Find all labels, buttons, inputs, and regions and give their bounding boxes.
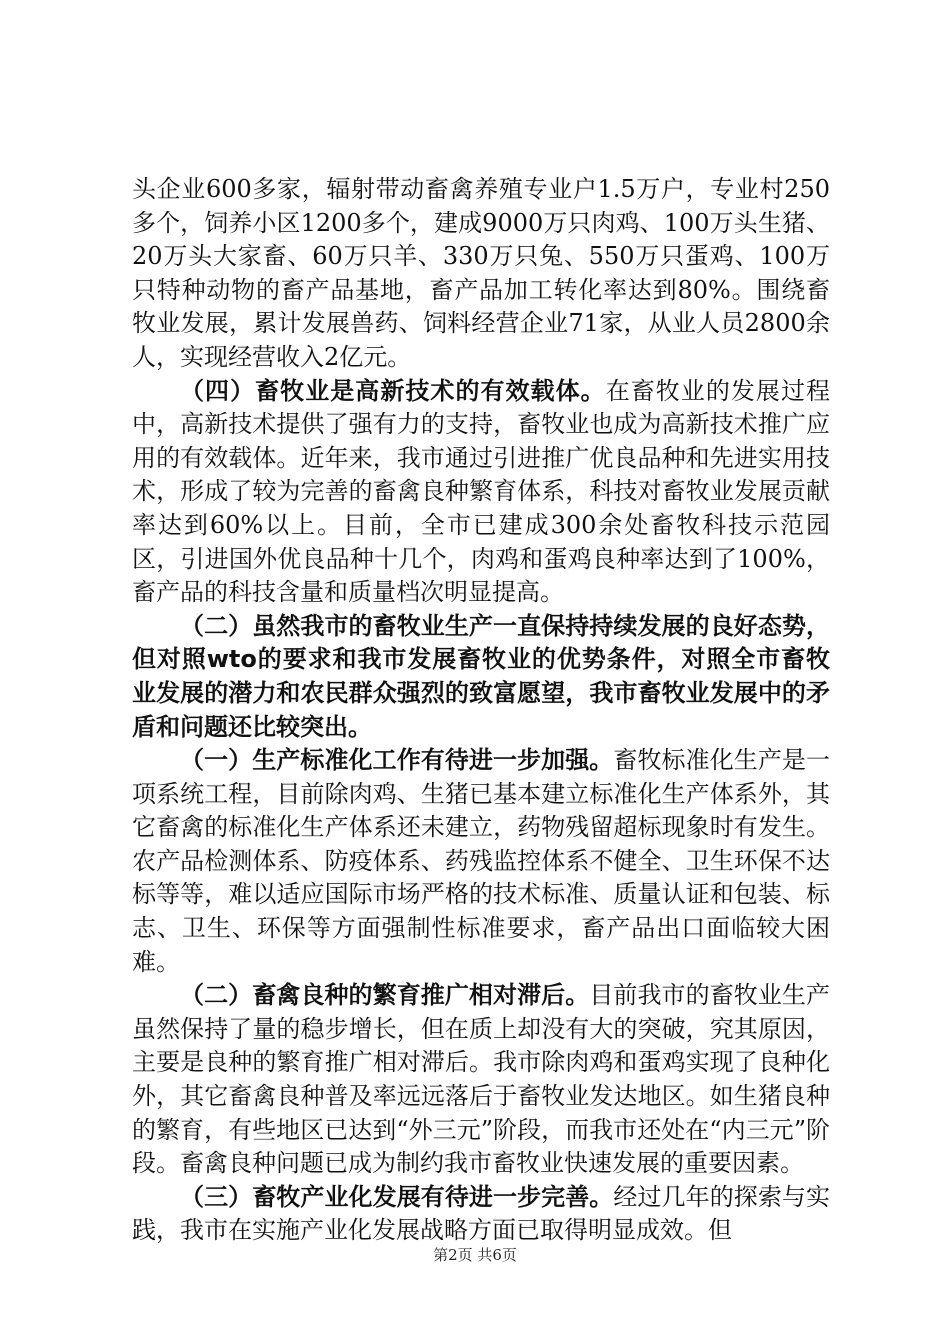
paragraph-lead: （三）畜牧产业化发展有待进一步完善。 — [180, 1182, 614, 1211]
paragraph-text: 经过几年的探索与实践，我市在实施产业化发展战略方面已取得明显成效。但 — [132, 1182, 831, 1245]
paragraph-text: 在畜牧业的发展过程中，高新技术提供了强有力的支持，畜牧业也成为高新技术推广应用的有效载体。近年来，我市通过引进推广优良品种和先进实用技术，形成了较为完善的畜禽良种繁育体系，科技对畜牧业发展贡献率达到60%以上。目前，全市已建成300余处畜牧科技示范园区，引进国外优良品种十几个，肉鸡和蛋鸡良种率达到了100%，畜产品的科技含量和质量档次明显提高。 — [132, 376, 831, 607]
paragraph-industrialization — [132, 1181, 830, 1248]
document-body — [132, 173, 830, 1248]
paragraph-text: 畜牧标准化生产是一项系统工程，目前除肉鸡、生猪已基本建立标准化生产体系外，其它畜禽的标准化生产体系还未建立，药物残留超标现象时有发生。农产品检测体系、防疫体系、药残监控体系不健全、卫生环保不达标等等，难以适应国际市场严格的技术标准、质量认证和包装、标志、卫生、环保等方面强制性标准要求，畜产品出口面临较大困难。 — [132, 746, 831, 976]
paragraph-section-four — [132, 375, 830, 610]
paragraph-continuation — [132, 173, 830, 375]
paragraph-text: 目前我市的畜牧业生产虽然保持了量的稳步增长，但在质上却没有大的突破，究其原因，主要是良种的繁育推广相对滞后。我市除肉鸡和蛋鸡实现了良种化外，其它畜禽良种普及率远远落后于畜牧业发达地区。如生猪良种的繁育，有些地区已达到“外三元”阶段，而我市还处在“内三元”阶段。畜禽良种问题已成为制约我市畜牧业快速发展的重要因素。 — [132, 981, 831, 1178]
paragraph-text: 头企业600多家，辐射带动畜禽养殖专业户1.5万户，专业村250多个，饲养小区1200多个，建成9000万只肉鸡、100万头生猪、20万头大家畜、60万只羊、330万只兔、550万只蛋鸡、100万只特种动物的畜产品基地，畜产品加工转化率达到80%。围绕畜牧业发展，累计发展兽药、饲料经营企业71家，从业人员2800余人，实现经营收入2亿元。 — [132, 175, 830, 371]
page-number-footer: 第2页 共6页 — [433, 1246, 517, 1264]
paragraph-standardization — [132, 744, 830, 979]
paragraph-lead: （二）畜禽良种的繁育推广相对滞后。 — [180, 981, 590, 1010]
paragraph-lead: （一）生产标准化工作有待进一步加强。 — [180, 746, 614, 775]
paragraph-breeding — [132, 979, 830, 1181]
paragraph-lead: （四）畜牧业是高新技术的有效载体。 — [180, 376, 606, 405]
section-heading-problems: （二）虽然我市的畜牧业生产一直保持持续发展的良好态势，但对照wto的要求和我市发展畜牧业的优势条件，对照全市畜牧业发展的潜力和农民群众强烈的致富愿望，我市畜牧业发展中的矛盾和问题还比较突出。 — [132, 611, 830, 741]
